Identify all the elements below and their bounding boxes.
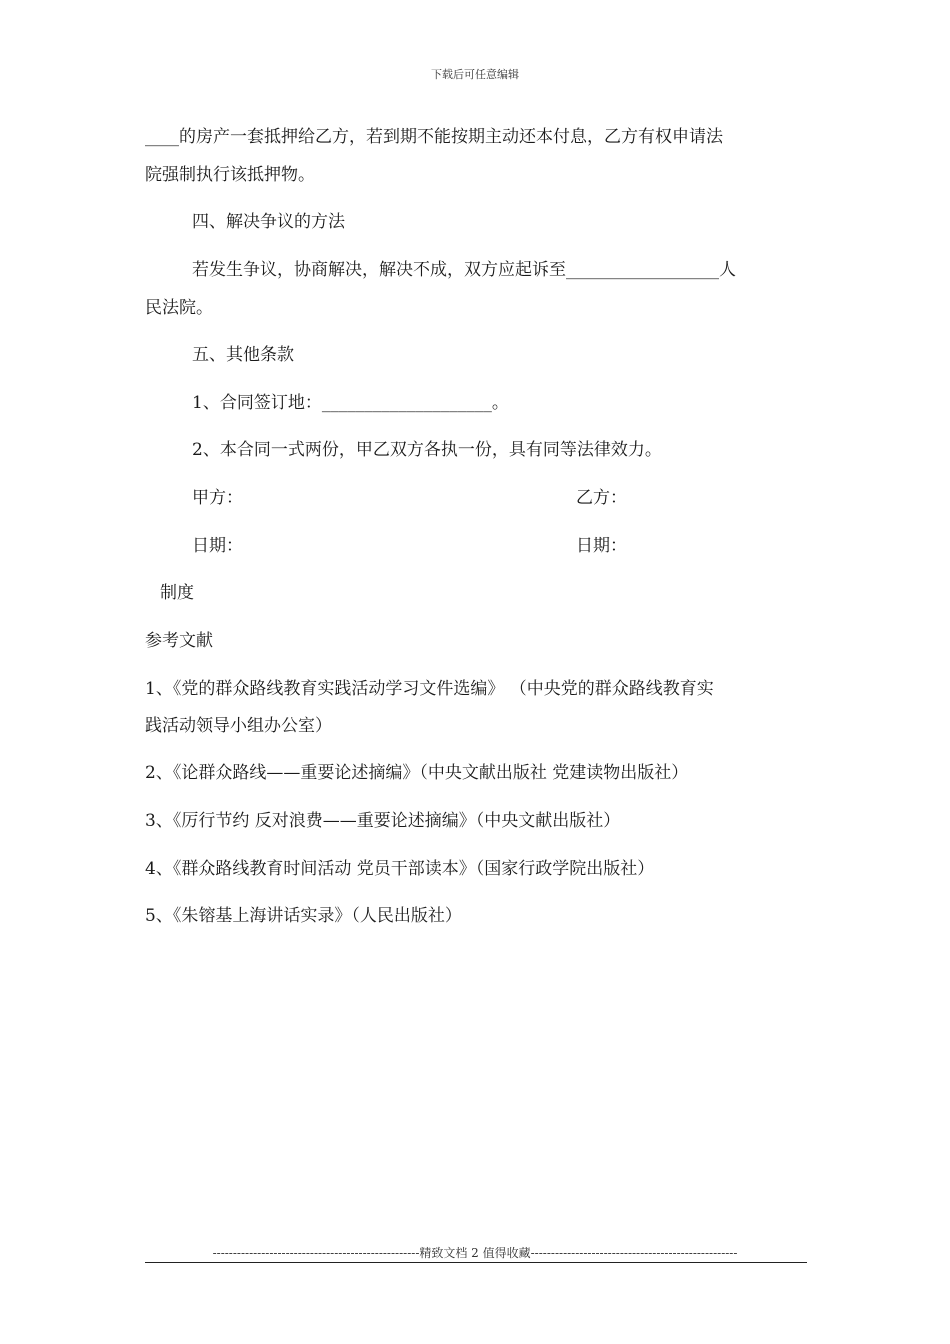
page-footer: ---------------------------------------------------精致文档 2 值得收藏--------------------------------------------------- — [212, 1246, 738, 1260]
references-title: 参考文献 — [145, 631, 213, 651]
section-4-line-1: 若发生争议，协商解决，解决不成，双方应起诉至__________________人 — [192, 260, 736, 280]
clause-2: 2、本合同一式两份，甲乙双方各执一份，具有同等法律效力。 — [192, 440, 662, 460]
clause-1: 1、合同签订地：____________________。 — [192, 393, 509, 413]
section-4-line-2: 民法院。 — [145, 298, 213, 318]
party-a-signature: 甲方： — [192, 488, 243, 508]
section-4-title: 四、解决争议的方法 — [192, 212, 345, 232]
reference-4: 4、《群众路线教育时间活动 党员干部读本》（国家行政学院出版社） — [145, 859, 655, 879]
reference-3: 3、《厉行节约 反对浪费——重要论述摘编》（中央文献出版社） — [145, 811, 621, 831]
footer-divider — [145, 1262, 807, 1263]
reference-1-line-2: 践活动领导小组办公室） — [145, 716, 332, 736]
body-line-2: 院强制执行该抵押物。 — [145, 165, 315, 185]
party-b-date: 日期： — [576, 536, 627, 556]
reference-5: 5、《朱镕基上海讲话实录》（人民出版社） — [145, 906, 462, 926]
body-line-1: ____的房产一套抵押给乙方，若到期不能按期主动还本付息，乙方有权申请法 — [145, 127, 723, 147]
party-b-signature: 乙方： — [576, 488, 627, 508]
reference-2: 2、《论群众路线——重要论述摘编》（中央文献出版社 党建读物出版社） — [145, 763, 689, 783]
system-label: 制度 — [160, 583, 194, 603]
reference-1-line-1: 1、《党的群众路线教育实践活动学习文件选编》 （中央党的群众路线教育实 — [145, 679, 714, 699]
section-5-title: 五、其他条款 — [192, 345, 294, 365]
party-a-date: 日期： — [192, 536, 243, 556]
page-header: 下载后可任意编辑 — [431, 68, 519, 81]
